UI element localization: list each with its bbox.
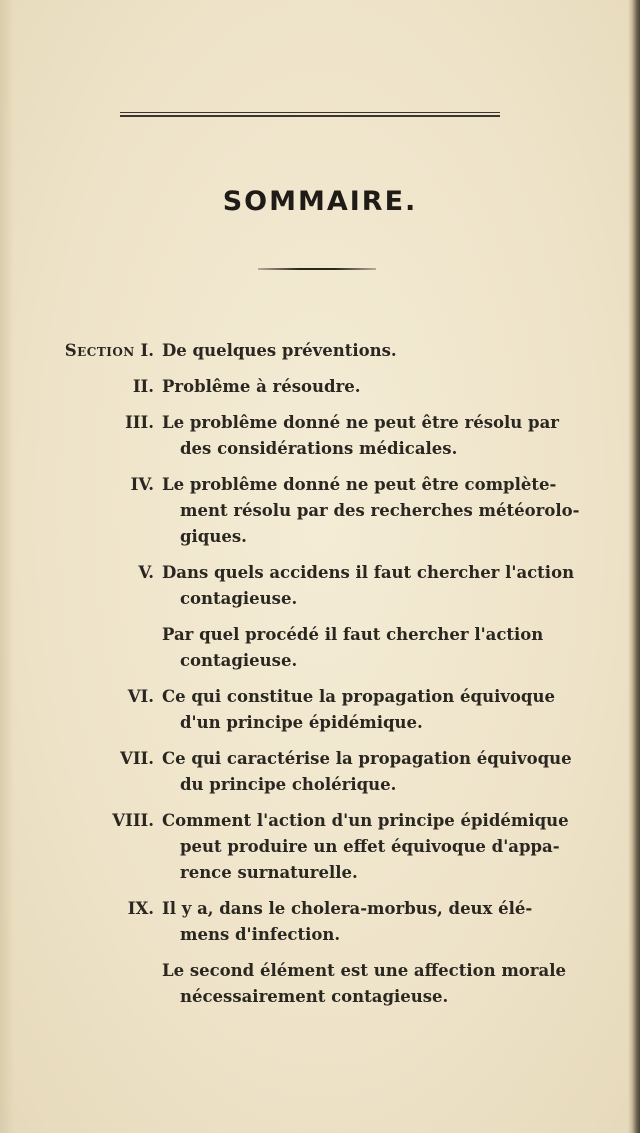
toc-entry-text xyxy=(162,338,600,364)
section-numeral: II. xyxy=(132,377,154,396)
section-numeral: VII. xyxy=(120,749,154,768)
toc-entry-text xyxy=(162,684,600,736)
toc-entry-text xyxy=(162,896,600,948)
section-numeral: III. xyxy=(125,413,154,432)
toc-entry-line: Problême à résoudre. xyxy=(162,377,361,396)
toc-entry-line: Dans quels accidens il faut chercher l'action xyxy=(162,563,575,582)
toc-entry-text xyxy=(162,374,600,400)
toc-entry-line: Par quel procédé il faut chercher l'action xyxy=(162,625,544,644)
toc-entry-line: Il y a, dans le cholera-morbus, deux élé- xyxy=(162,899,533,918)
toc-entry-text xyxy=(162,622,600,674)
toc-entry-line: giques. xyxy=(180,527,247,546)
title-rule xyxy=(258,268,376,270)
toc-entry-text xyxy=(162,472,600,550)
toc-entry-line: ment résolu par des recherches météorolo- xyxy=(180,501,580,520)
section-numeral: VIII. xyxy=(112,811,154,830)
top-rule xyxy=(120,112,500,117)
toc-entry-line: des considérations médicales. xyxy=(180,439,458,458)
toc-entry xyxy=(40,560,600,612)
toc-entry xyxy=(40,958,600,1010)
section-numeral: IX. xyxy=(127,899,154,918)
toc-entry-line: Ce qui caractérise la propagation équivoque xyxy=(162,749,572,768)
toc-entry xyxy=(40,410,600,462)
toc-entry-number xyxy=(40,560,162,586)
toc-entry-number xyxy=(40,896,162,922)
toc-entry xyxy=(40,472,600,550)
toc-entry-number xyxy=(40,472,162,498)
toc-entry-line: peut produire un effet équivoque d'appa- xyxy=(180,837,560,856)
toc-entry xyxy=(40,684,600,736)
toc-entry-line: Le second élément est une affection morale xyxy=(162,961,566,980)
toc-entry xyxy=(40,338,600,364)
table-of-contents xyxy=(40,338,600,1020)
page-title: SOMMAIRE. xyxy=(222,186,418,217)
toc-entry xyxy=(40,374,600,400)
toc-entry-line: d'un principe épidémique. xyxy=(180,713,423,732)
toc-entry-number xyxy=(40,410,162,436)
section-numeral: IV. xyxy=(130,475,154,494)
toc-entry-line: De quelques préventions. xyxy=(162,341,397,360)
toc-entry-line: Ce qui constitue la propagation équivoque xyxy=(162,687,555,706)
toc-entry-line: nécessairement contagieuse. xyxy=(180,987,449,1006)
toc-entry xyxy=(40,746,600,798)
toc-entry-text xyxy=(162,808,600,886)
toc-entry xyxy=(40,896,600,948)
toc-entry xyxy=(40,622,600,674)
toc-entry-number xyxy=(40,374,162,400)
toc-entry-line: rence surnaturelle. xyxy=(180,863,358,882)
toc-entry-text xyxy=(162,560,600,612)
toc-entry-number xyxy=(40,684,162,710)
toc-entry-line: Comment l'action d'un principe épidémique xyxy=(162,811,569,830)
page-edge xyxy=(628,0,640,1133)
toc-entry-line: du principe cholérique. xyxy=(180,775,397,794)
section-numeral: V. xyxy=(138,563,154,582)
toc-entry-number xyxy=(40,808,162,834)
toc-entry-line: Le problême donné ne peut être complète- xyxy=(162,475,557,494)
toc-entry-line: contagieuse. xyxy=(180,589,298,608)
toc-entry-text xyxy=(162,958,600,1010)
toc-entry-number xyxy=(40,338,162,364)
toc-entry-line: contagieuse. xyxy=(180,651,298,670)
section-numeral: VI. xyxy=(127,687,154,706)
toc-entry-line: mens d'infection. xyxy=(180,925,341,944)
toc-entry-text xyxy=(162,746,600,798)
toc-entry-number xyxy=(40,746,162,772)
toc-entry-line: Le problême donné ne peut être résolu par xyxy=(162,413,559,432)
section-numeral: I. xyxy=(140,341,154,360)
toc-entry-text xyxy=(162,410,600,462)
page-gutter-shadow xyxy=(0,0,14,1133)
section-word: Section xyxy=(64,341,135,360)
toc-entry xyxy=(40,808,600,886)
